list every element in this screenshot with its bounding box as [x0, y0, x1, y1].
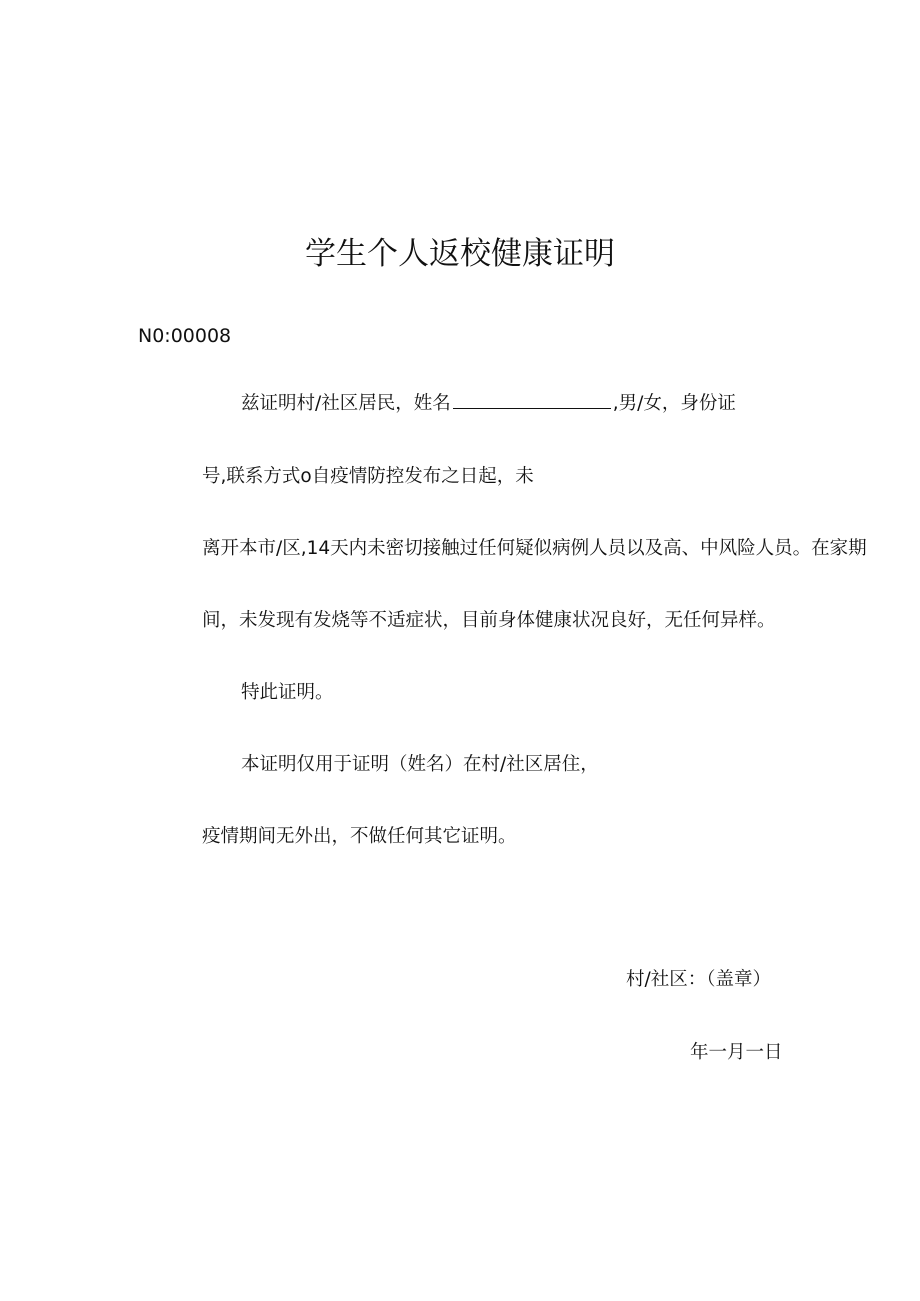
body-line-1-suffix: ,男/女，身份证 — [612, 393, 736, 414]
body-line-3: 离开本市/区,14天内未密切接触过任何疑似病例人员以及高、中风险人员。在家期 — [202, 538, 867, 559]
document-title: 学生个人返校健康证明 — [305, 236, 615, 272]
date-line: 年一月一日 — [690, 1042, 783, 1063]
body-line-6: 本证明仅用于证明（姓名）在村/社区居住， — [241, 754, 599, 775]
body-line-1-prefix: 兹证明村/社区居民，姓名 — [241, 393, 451, 414]
signature-line: 村/社区：（盖章） — [626, 969, 771, 990]
name-blank-field — [453, 390, 611, 409]
body-line-7: 疫情期间无外出，不做任何其它证明。 — [202, 826, 517, 847]
document-number: N0:00008 — [138, 325, 232, 347]
body-line-5: 特此证明。 — [241, 682, 334, 703]
body-line-1 — [241, 389, 736, 415]
body-line-2: 号,联系方式o自疫情防控发布之日起，未 — [202, 466, 534, 487]
body-line-4: 间，未发现有发烧等不适症状，目前身体健康状况良好，无任何异样。 — [202, 610, 776, 631]
